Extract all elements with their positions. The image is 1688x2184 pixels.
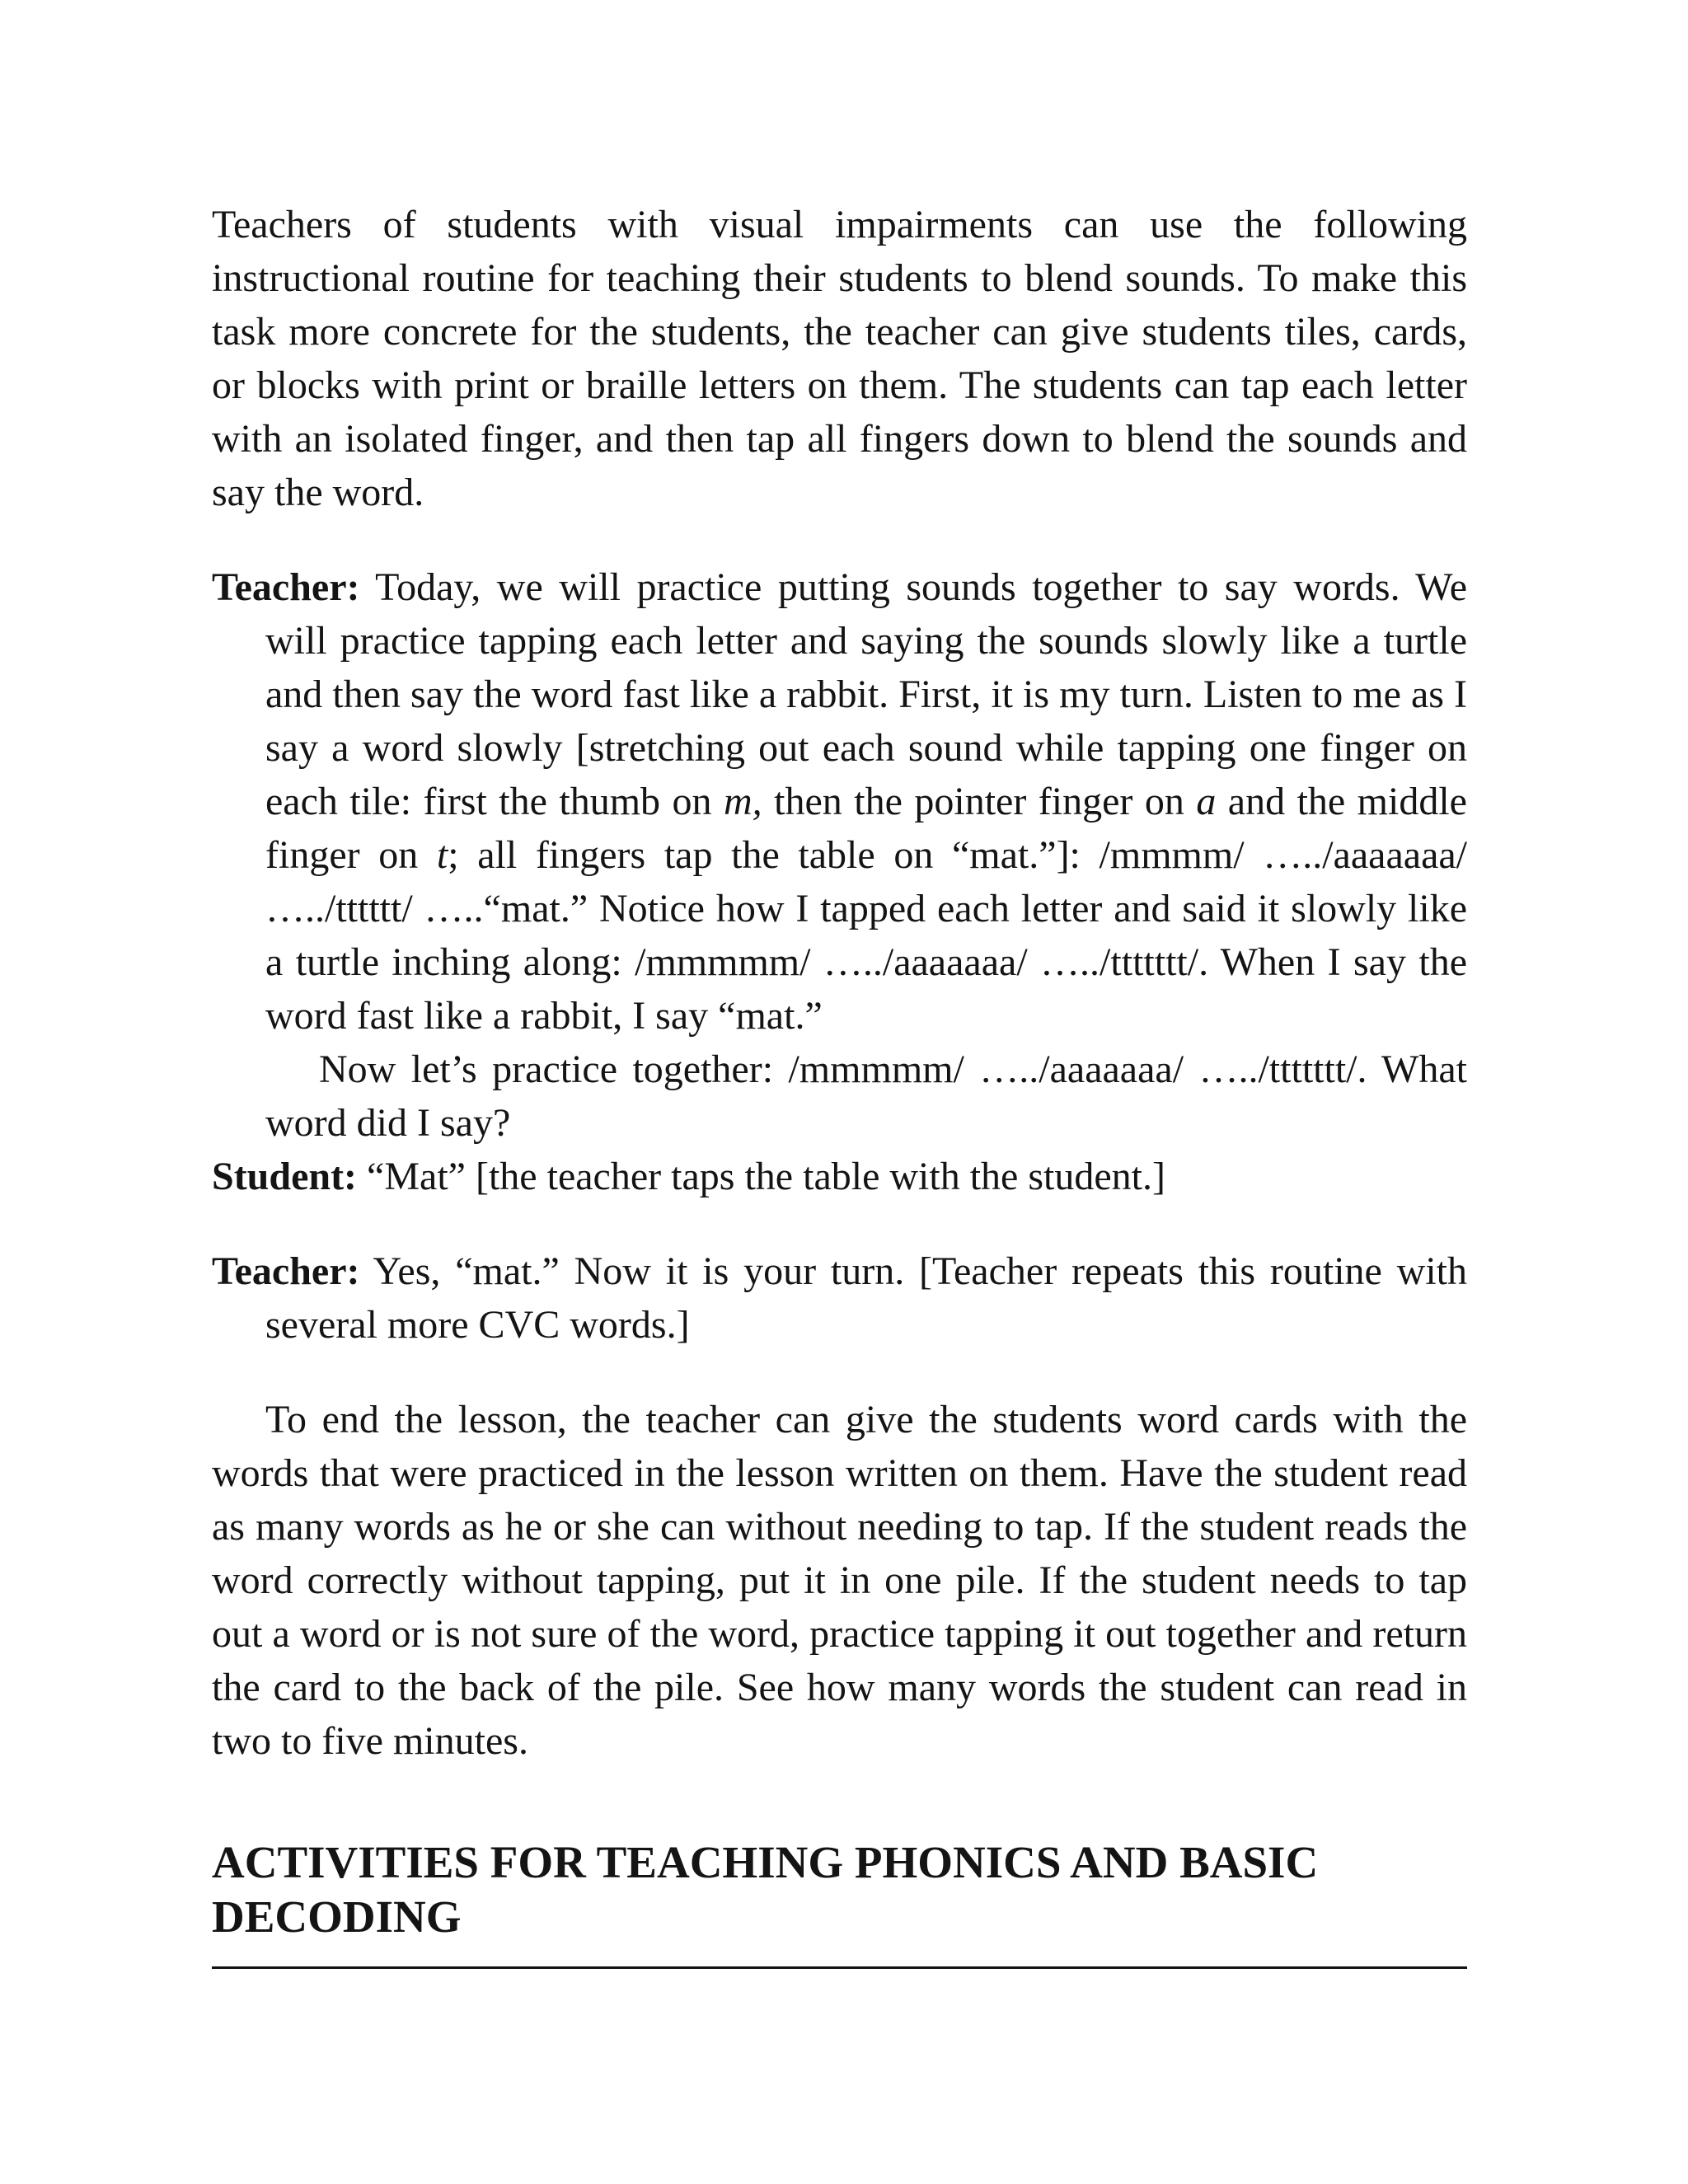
section-heading-line-1: ACTIVITIES FOR TEACHING PHONICS AND BASIC [212,1837,1319,1887]
letter-a: a [1196,780,1217,823]
student-turn-text: “Mat” [the teacher taps the table with the student.] [357,1155,1165,1198]
teacher-turn-1-text-c: and the middle finger on [265,780,1467,877]
teacher-turn-1 [212,560,1467,1043]
teacher-turn-2-text: Yes, “mat.” Now it is your turn. [Teacher repeats this routine with several more CVC words.] [265,1249,1467,1347]
teacher-turn-1-text-d: ; all fingers tap the table on “mat.”]: /mmmm/ …../aaaaaaa/ …../tttttt/ …..“mat.” Notice how I tapped each letter and said it slowly like a turtle inching along: /mmmmm/ …../aaaaaaa/ …../ttttttt/. When I say the word fast like a rabbit, I say “mat.” [265,833,1468,1038]
teacher-turn-1-text-a: Today, we will practice putting sounds together to say words. We will practice tapping each letter and saying the sounds slowly like a turtle and then say the word fast like a rabbit. First, it is my turn. Listen to me as I say a word slowly [stretching out each sound while tapping one finger on each tile: first the thumb on [265,565,1467,823]
section-heading-line-2: DECODING [212,1891,462,1942]
section-divider [212,1966,1467,1969]
page-body [212,198,1467,1768]
closing-paragraph: To end the lesson, the teacher can give the students word cards with the words that were practiced in the lesson written on them. Have the student read as many words as he or she can without needing to tap. If the student reads the word correctly without tapping, put it in one pile. If the student needs to tap out a word or is not sure of the word, practice tapping it out together and return the card to the back of the pile. See how many words the student can read in two to five minutes. [212,1398,1467,1763]
student-turn [212,1150,1467,1203]
teacher-turn-1-text-b: then the pointer finger on [762,780,1197,823]
section-heading [212,1835,1467,1944]
teacher-turn-1-continued: Now let’s practice together: /mmmmm/ …../aaaaaaa/ …../ttttttt/. What word did I say? [265,1047,1467,1145]
letter-m: m, [724,780,762,823]
intro-paragraph: Teachers of students with visual impairments can use the following instructional routine for teaching their students to blend sounds. To make this task more concrete for the students, the teacher can give students tiles, cards, or blocks with print or braille letters on them. The students can tap each letter with an isolated finger, and then tap all fingers down to blend the sounds and say the word. [212,203,1467,514]
teacher-label-2: Teacher: [212,1249,360,1293]
student-label: Student: [212,1155,358,1198]
teacher-turn-2 [212,1244,1467,1352]
teacher-label: Teacher: [212,565,360,609]
letter-t: t [436,833,448,877]
